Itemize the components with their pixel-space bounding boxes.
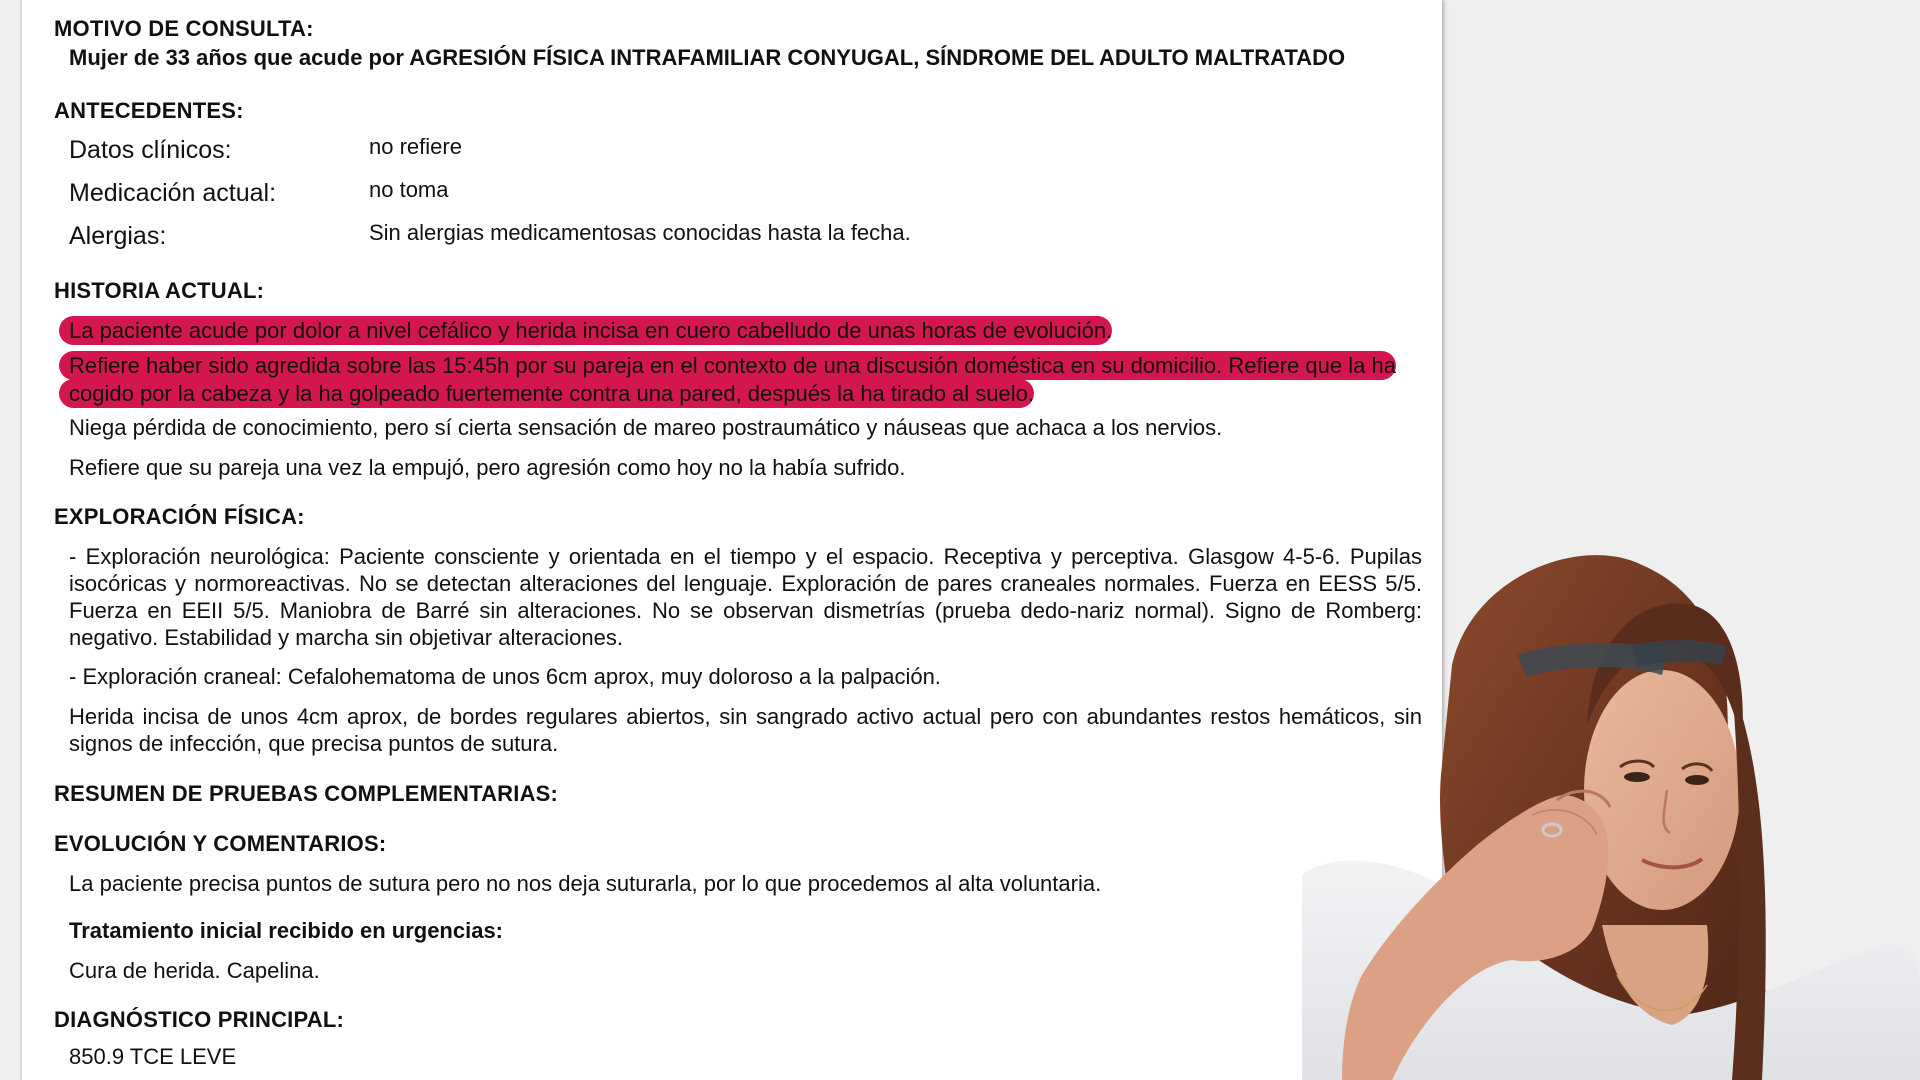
historia-paragraph-highlighted <box>59 317 1434 344</box>
exploracion-neurologica: - Exploración neurológica: Paciente consciente y orientada en el tiempo y el espacio. Receptiva y perceptiva. Glasgow 4-5-6. Pupilas isocóricas y normoreactivas. No se detectan alteraciones del lenguaje. Exploración de pares craneales normales. Fuerza en EESS 5/5. Fuerza en EEII 5/5. Maniobra de Barré sin alteraciones. No se observan dismetrías (prueba dedo-nariz normal). Signo de Romberg: negativo. Estabilidad y marcha sin objetivar alteraciones. <box>69 544 1422 650</box>
motivo-heading: MOTIVO DE CONSULTA: <box>54 16 314 41</box>
evolucion-heading: EVOLUCIÓN Y COMENTARIOS: <box>54 831 387 856</box>
motivo-text <box>69 45 1434 71</box>
historia-paragraph: Refiere que su pareja una vez la empujó, pero agresión como hoy no la había sufrido. <box>69 455 906 480</box>
tratamiento-subheading: Tratamiento inicial recibido en urgencias: <box>69 918 504 943</box>
exploracion-herida: Herida incisa de unos 4cm aprox, de bordes regulares abiertos, sin sangrado activo actual pero con abundantes restos hemáticos, sin signos de infección, que precisa puntos de sutura. <box>69 704 1422 756</box>
motivo-diagnosis: AGRESIÓN FÍSICA INTRAFAMILIAR CONYUGAL, SÍNDROME DEL ADULTO MALTRATADO <box>409 45 1346 70</box>
antecedente-value: no toma <box>369 177 449 202</box>
highlighted-text: Refiere haber sido agredida sobre las 15:45h por su pareja en el contexto de una discusión doméstica en su domicilio. Refiere que la ha cogido por la cabeza y la ha golpeado fuertemente contra una pared, después la ha tirado al suelo. <box>59 351 1396 408</box>
historia-heading: HISTORIA ACTUAL: <box>54 278 265 303</box>
diagnostico-code: 850.9 TCE LEVE <box>69 1044 237 1069</box>
motivo-prefix: Mujer de 33 años que acude por <box>69 45 404 70</box>
historia-paragraph-highlighted <box>59 352 1419 408</box>
antecedente-label: Alergias: <box>69 222 167 250</box>
antecedente-value: Sin alergias medicamentosas conocidas hasta la fecha. <box>369 220 911 245</box>
medical-report-page <box>22 0 1442 1080</box>
evolucion-paragraph: La paciente precisa puntos de sutura pero no nos deja suturarla, por lo que procedemos al alta voluntaria. <box>69 871 1102 896</box>
antecedentes-heading: ANTECEDENTES: <box>54 98 244 123</box>
resumen-heading: RESUMEN DE PRUEBAS COMPLEMENTARIAS: <box>54 781 559 806</box>
portrait-illustration <box>1302 545 1920 1080</box>
exploracion-craneal: - Exploración craneal: Cefalohematoma de unos 6cm aprox, muy doloroso a la palpación. <box>69 664 941 689</box>
woman-portrait-photo <box>1302 545 1920 1080</box>
antecedente-row <box>69 179 1434 222</box>
tratamiento-text: Cura de herida. Capelina. <box>69 958 320 983</box>
antecedente-row <box>69 136 1434 179</box>
highlighted-text: La paciente acude por dolor a nivel cefálico y herida incisa en cuero cabelludo de unas horas de evolución. <box>59 316 1112 345</box>
report-body <box>54 16 1434 1070</box>
antecedentes-list <box>54 136 1434 265</box>
antecedente-label: Medicación actual: <box>69 179 277 207</box>
antecedente-label: Datos clínicos: <box>69 136 232 164</box>
historia-paragraph: Niega pérdida de conocimiento, pero sí cierta sensación de mareo postraumático y náuseas que achaca a los nervios. <box>69 415 1223 440</box>
diagnostico-heading: DIAGNÓSTICO PRINCIPAL: <box>54 1007 344 1032</box>
antecedente-row <box>69 222 1434 265</box>
antecedente-value: no refiere <box>369 134 462 159</box>
exploracion-heading: EXPLORACIÓN FÍSICA: <box>54 504 305 529</box>
